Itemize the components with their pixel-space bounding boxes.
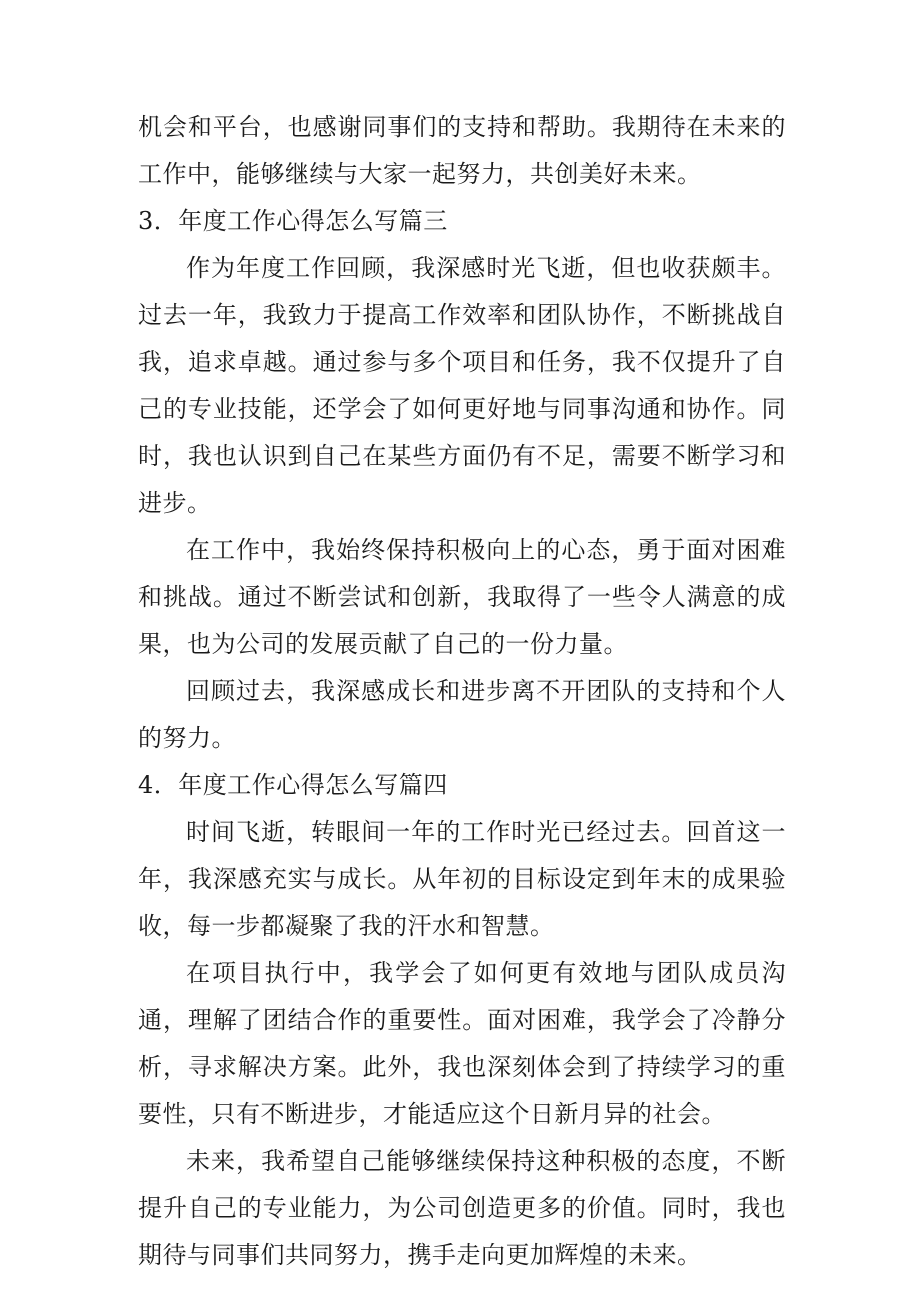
- paragraph-section3-3: 回顾过去，我深感成长和进步离不开团队的支持和个人的努力。: [138, 677, 786, 752]
- paragraph-section4-1: 时间飞逝，转眼间一年的工作时光已经过去。回首这一年，我深感充实与成长。从年初的目标设定到年末的成果验收，每一步都凝聚了我的汗水和智慧。: [138, 818, 786, 940]
- paragraph-section3-1: 作为年度工作回顾，我深感时光飞逝，但也收获颇丰。过去一年，我致力于提高工作效率和团队协作，不断挑战自我，追求卓越。通过参与多个项目和任务，我不仅提升了自己的专业技能，还学会了如何更好地与同事沟通和协作。同时，我也认识到自己在某些方面仍有不足，需要不断学习和进步。: [138, 254, 786, 517]
- paragraph-intro-continuation: 机会和平台，也感谢同事们的支持和帮助。我期待在未来的工作中，能够继续与大家一起努力，共创美好未来。: [138, 113, 786, 188]
- document-body: [138, 104, 786, 1279]
- section-heading-3: 3．年度工作心得怎么写篇三: [138, 207, 448, 235]
- section-heading-4: 4．年度工作心得怎么写篇四: [138, 771, 448, 799]
- paragraph-section3-2: 在工作中，我始终保持积极向上的心态，勇于面对困难和挑战。通过不断尝试和创新，我取得了一些令人满意的成果，也为公司的发展贡献了自己的一份力量。: [138, 536, 786, 658]
- paragraph-section4-2: 在项目执行中，我学会了如何更有效地与团队成员沟通，理解了团结合作的重要性。面对困难，我学会了冷静分析，寻求解决方案。此外，我也深刻体会到了持续学习的重要性，只有不断进步，才能适应这个日新月异的社会。: [138, 959, 786, 1128]
- paragraph-section4-3: 未来，我希望自己能够继续保持这种积极的态度，不断提升自己的专业能力，为公司创造更多的价值。同时，我也期待与同事们共同努力，携手走向更加辉煌的未来。: [138, 1147, 786, 1269]
